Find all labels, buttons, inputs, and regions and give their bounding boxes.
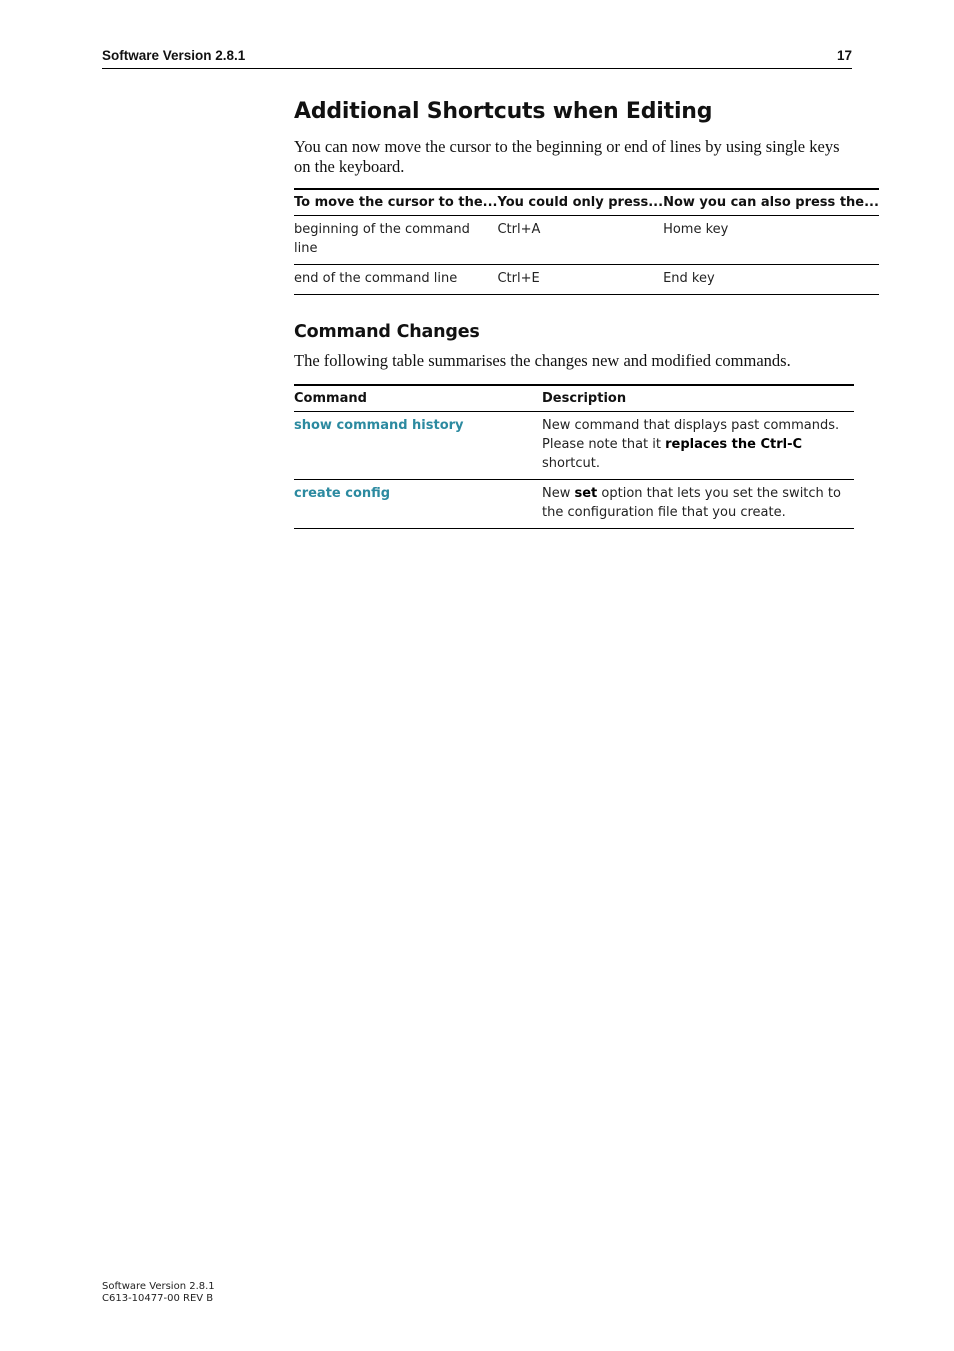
column-header: You could only press... (497, 195, 664, 210)
table-cell: End key (663, 271, 715, 286)
command-link-create-config[interactable]: create config (294, 485, 391, 501)
command-cell (294, 479, 542, 528)
column-header: Description (542, 390, 627, 406)
command-cell (294, 411, 542, 479)
page-footer (102, 1281, 215, 1305)
description-text: New command that displays past commands. Please note that it (542, 417, 840, 452)
header-version: Software Version 2.8.1 (102, 48, 246, 63)
table-row (294, 411, 854, 479)
column-header: To move the cursor to the... (294, 195, 498, 210)
description-bold: set (574, 485, 598, 501)
description-text: option that lets you set the switch to the configuration file that you create. (542, 485, 841, 520)
description-text: New (542, 485, 575, 501)
table-cell: Ctrl+E (497, 271, 540, 286)
table-cell: end of the command line (294, 271, 458, 286)
description-cell (542, 411, 854, 479)
table-cell: Home key (663, 222, 729, 237)
table-cell: beginning of the command line (294, 222, 470, 256)
footer-document-id: C613-10477-00 REV B (102, 1293, 214, 1304)
shortcuts-table (294, 188, 879, 295)
description-cell (542, 479, 854, 528)
command-link-show-command-history[interactable]: show command history (294, 417, 464, 433)
table-header-row (294, 385, 854, 412)
command-changes-intro: The following table summarises the changes new and modified commands. (294, 351, 791, 370)
command-changes-table (294, 384, 854, 529)
table-row (294, 265, 879, 295)
page-number: 17 (836, 48, 852, 63)
footer-version: Software Version 2.8.1 (102, 1281, 215, 1292)
main-content (294, 96, 879, 529)
table-row (294, 216, 879, 265)
shortcuts-intro: You can now move the cursor to the beginning or end of lines by using single keys on the keyboard. (294, 137, 840, 176)
section-title-command-changes: Command Changes (294, 322, 480, 342)
column-header: Now you can also press the... (663, 195, 879, 210)
table-row (294, 479, 854, 528)
page-header (102, 48, 852, 69)
description-bold: replaces the Ctrl-C (665, 436, 803, 452)
description-text: shortcut. (542, 455, 601, 471)
section-title-shortcuts: Additional Shortcuts when Editing (294, 99, 713, 124)
table-cell: Ctrl+A (497, 222, 541, 237)
table-header-row (294, 189, 879, 216)
column-header: Command (294, 390, 367, 406)
